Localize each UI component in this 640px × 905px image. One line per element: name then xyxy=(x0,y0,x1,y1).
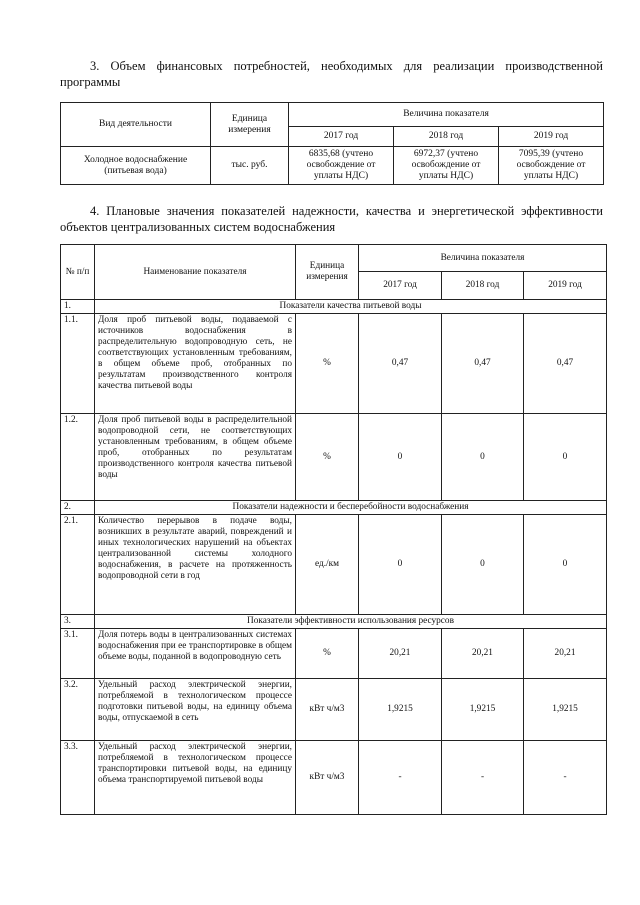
header-num: № п/п xyxy=(61,245,95,300)
section-3-heading-line2: программы xyxy=(60,75,121,89)
value-2017: - xyxy=(359,741,442,815)
value-2018: 6972,37 (учтено освобождение от уплаты НДС) xyxy=(394,147,499,185)
group-title: Показатели эффективности использования ресурсов xyxy=(95,615,607,629)
group-num: 1. xyxy=(61,300,95,314)
table-row xyxy=(61,414,607,501)
row-num: 3.2. xyxy=(61,679,95,741)
unit-cell: кВт ч/м3 xyxy=(296,679,359,741)
section-3-heading-line1: 3. Объем финансовых потребностей, необходимых для реализации производственной xyxy=(90,59,603,73)
value-2019: 7095,39 (учтено освобождение от уплаты НДС) xyxy=(499,147,604,185)
section-4-heading-line1: 4. Плановые значения показателей надежности, качества и энергетической эффективности xyxy=(90,204,603,218)
header-year-2018: 2018 год xyxy=(394,127,499,147)
group-row xyxy=(61,501,607,515)
header-value: Величина показателя xyxy=(359,245,607,272)
unit-cell: ед./км xyxy=(296,515,359,615)
value-2017: 0,47 xyxy=(359,314,442,414)
row-num: 1.1. xyxy=(61,314,95,414)
group-title: Показатели качества питьевой воды xyxy=(95,300,607,314)
header-year-2019: 2019 год xyxy=(524,272,607,300)
unit-cell: тыс. руб. xyxy=(211,147,289,185)
value-2018: - xyxy=(442,741,524,815)
unit-cell: кВт ч/м3 xyxy=(296,741,359,815)
group-row xyxy=(61,615,607,629)
value-2018: 0 xyxy=(442,515,524,615)
value-2017: 6835,68 (учтено освобождение от уплаты НДС) xyxy=(289,147,394,185)
header-year-2017: 2017 год xyxy=(359,272,442,300)
group-row xyxy=(61,300,607,314)
table-row xyxy=(61,741,607,815)
activity-cell: Холодное водоснабжение (питьевая вода) xyxy=(61,147,211,185)
header-unit: Единица измерения xyxy=(211,103,289,147)
row-num: 3.1. xyxy=(61,629,95,679)
header-name: Наименование показателя xyxy=(95,245,296,300)
value-2019: 0,47 xyxy=(524,314,607,414)
value-2018: 0 xyxy=(442,414,524,501)
indicators-table xyxy=(60,244,607,815)
value-2019: 1,9215 xyxy=(524,679,607,741)
indicator-name: Количество перерывов в подаче воды, возникших в результате аварий, повреждений и иных технологических нарушений на объектах централизованной системы холодного водоснабжения, в расчете на протяженность водопроводной сети в год xyxy=(95,515,296,615)
header-year-2018: 2018 год xyxy=(442,272,524,300)
table-row xyxy=(61,314,607,414)
header-value: Величина показателя xyxy=(289,103,604,127)
value-2019: 0 xyxy=(524,414,607,501)
indicator-name: Доля проб питьевой воды в распределительной водопроводной сети, не соответствующих установленным требованиям, в общем объеме проб, отобранных по результатам производственного контроля качества питьевой воды xyxy=(95,414,296,501)
indicator-name: Удельный расход электрической энергии, потребляемой в технологическом процессе транспортировки питьевой воды, на единицу объема транспортируемой питьевой воды xyxy=(95,741,296,815)
unit-cell: % xyxy=(296,314,359,414)
section-3-heading xyxy=(60,58,603,90)
row-num: 1.2. xyxy=(61,414,95,501)
table-row xyxy=(61,629,607,679)
group-title: Показатели надежности и бесперебойности водоснабжения xyxy=(95,501,607,515)
group-num: 2. xyxy=(61,501,95,515)
value-2018: 20,21 xyxy=(442,629,524,679)
section-4-heading-line2: объектов централизованных систем водоснабжения xyxy=(60,220,336,234)
indicator-name: Доля потерь воды в централизованных системах водоснабжения при ее транспортировке в общем объеме воды, поданной в водопроводную сеть xyxy=(95,629,296,679)
section-4-heading xyxy=(60,203,603,235)
indicator-name: Доля проб питьевой воды, подаваемой с источников водоснабжения в распределительную водопроводную сеть, не соответствующих установленным требованиям, в общем объеме проб, отобранных по результатам производственного контроля качества питьевой воды xyxy=(95,314,296,414)
financial-needs-table xyxy=(60,102,604,185)
indicator-name: Удельный расход электрической энергии, потребляемой в технологическом процессе подготовки питьевой воды, на единицу объема воды, отпускаемой в сеть xyxy=(95,679,296,741)
value-2019: 20,21 xyxy=(524,629,607,679)
value-2017: 20,21 xyxy=(359,629,442,679)
value-2018: 1,9215 xyxy=(442,679,524,741)
header-year-2017: 2017 год xyxy=(289,127,394,147)
table-row xyxy=(61,515,607,615)
value-2017: 0 xyxy=(359,515,442,615)
unit-cell: % xyxy=(296,629,359,679)
value-2019: 0 xyxy=(524,515,607,615)
group-num: 3. xyxy=(61,615,95,629)
value-2017: 0 xyxy=(359,414,442,501)
header-year-2019: 2019 год xyxy=(499,127,604,147)
unit-cell: % xyxy=(296,414,359,501)
row-num: 2.1. xyxy=(61,515,95,615)
value-2019: - xyxy=(524,741,607,815)
header-unit: Единица измерения xyxy=(296,245,359,300)
value-2018: 0,47 xyxy=(442,314,524,414)
row-num: 3.3. xyxy=(61,741,95,815)
table-row xyxy=(61,679,607,741)
value-2017: 1,9215 xyxy=(359,679,442,741)
header-activity: Вид деятельности xyxy=(61,103,211,147)
table-row xyxy=(61,147,604,185)
